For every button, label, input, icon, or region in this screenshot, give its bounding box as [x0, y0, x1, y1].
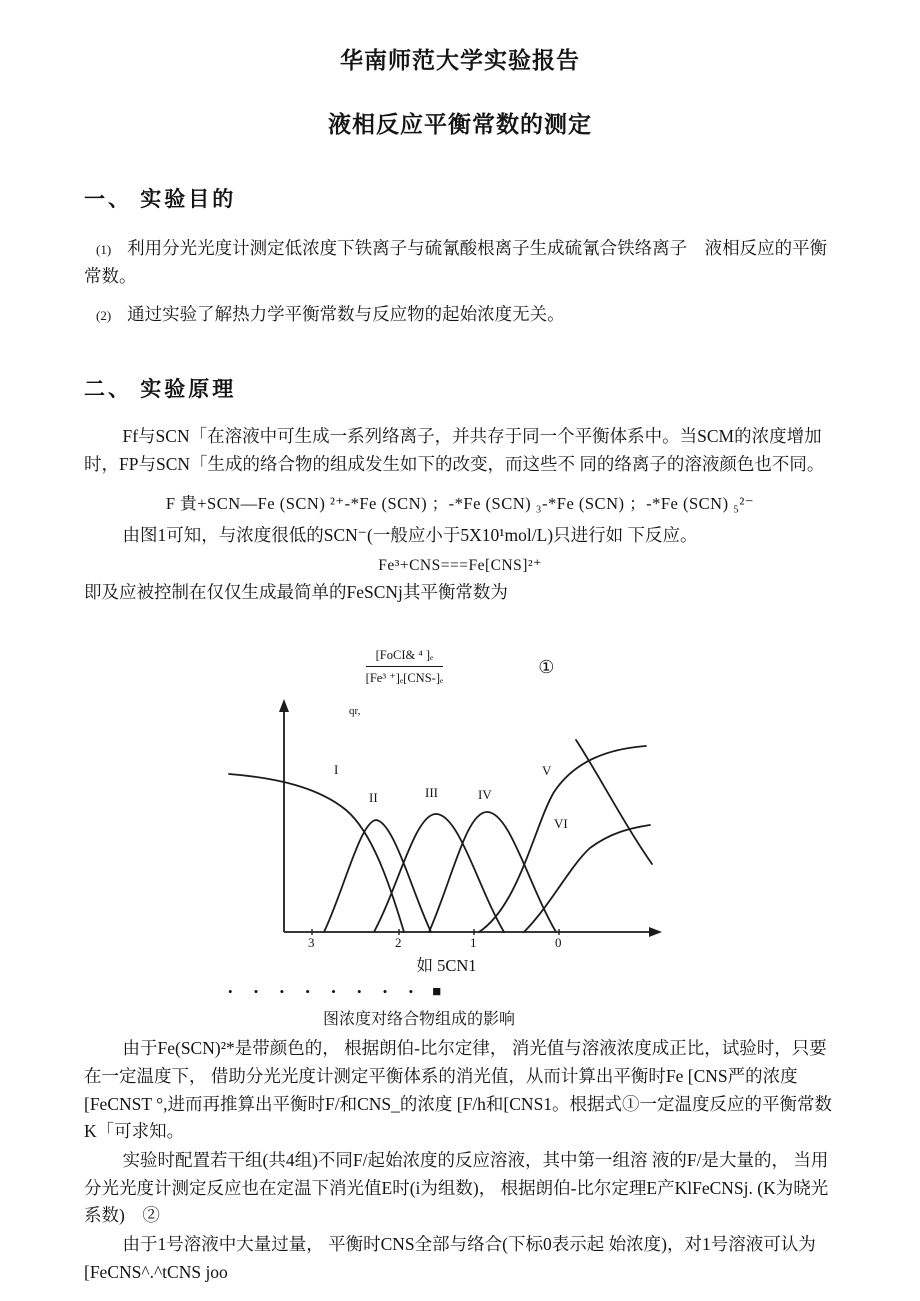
figure-caption: 图浓度对络合物组成的影响	[322, 1011, 515, 1029]
curve-right-descending-path	[576, 740, 652, 864]
equilibrium-constant-equation	[84, 648, 836, 686]
purpose-item-2-number: (2)	[96, 308, 112, 324]
stray-mark-label: qr,	[349, 705, 361, 718]
principle-paragraph-3: 即及应被控制在仅仅生成最简单的FeSCNj其平衡常数为	[84, 581, 508, 602]
fraction-denominator: [Fe³ ⁺]ₑ[CNS-]ₑ	[365, 671, 444, 686]
curve-III-label: III	[425, 785, 438, 801]
y-axis-arrow-icon	[279, 699, 289, 712]
curve-III-path	[374, 814, 504, 932]
equation-number-badge: ①	[538, 656, 555, 677]
distribution-curves-figure	[224, 692, 669, 950]
purpose-item-1-text: 利用分光光度计测定低浓度下铁离子与硫氰酸根离子生成硫氰合铁络离子 液相反应的平衡常数。	[84, 238, 828, 286]
x-tick-label-1: 1	[470, 935, 477, 951]
curve-V-label: V	[542, 763, 552, 779]
equilibrium-fraction	[366, 648, 444, 686]
purpose-item-2	[84, 301, 836, 329]
reaction-series-formula: F 貴+SCN—Fe (SCN) ²⁺-*Fe (SCN) ；-*Fe (SCN) ₃-*Fe (SCN) ；-*Fe (SCN) ₅²⁻	[165, 494, 755, 514]
x-tick-label-3: 3	[308, 935, 315, 951]
x-tick-label-0: 0	[555, 935, 562, 951]
curves-chart-svg	[224, 692, 669, 950]
section-purpose-heading: 一、 实验目的	[84, 187, 237, 211]
principle-paragraph-2: 由图1可知，与浓度很低的SCN⁻(一般应小于5X10¹mol/L)只进行如 下反应。	[122, 525, 698, 546]
body-paragraph-4: 由于Fe(SCN)²*是带颜色的， 根据朗伯-比尔定律， 消光值与溶液浓度成正比，试验时，只要在一定温度下， 借助分光光度计测定平衡体系的消光值，从而计算出平衡时Fe [CNS严的浓度[FeCNST °,进而再推算出平衡时F/和CNS_的浓度 [F/h和[CNS1。根据式①一定温度反应的平衡常数K「可求知。	[84, 1038, 833, 1142]
x-tick-label-2: 2	[395, 935, 402, 951]
purpose-item-2-text: 通过实验了解热力学平衡常数与反应物的起始浓度无关。	[127, 304, 565, 325]
purpose-item-1	[84, 235, 836, 290]
report-title: 华南师范大学实验报告	[340, 48, 580, 73]
curve-VI-path	[524, 825, 650, 932]
fraction-numerator: [FoCI& ⁴ ]ₑ	[366, 648, 444, 667]
dots-marks: • • • • • • • •	[228, 984, 423, 1000]
report-subtitle: 液相反应平衡常数的测定	[328, 112, 592, 137]
black-square-icon: ■	[432, 983, 442, 1000]
curve-I-label: I	[334, 762, 339, 778]
main-reaction-formula: Fe³+CNS===Fe[CNS]²⁺	[378, 556, 542, 574]
purpose-item-1-number: (1)	[96, 242, 112, 257]
figure-axis-caption: 如 5CN1	[416, 956, 477, 976]
curve-I-path	[229, 774, 404, 932]
curve-II-label: II	[369, 790, 378, 806]
curve-IV-label: IV	[478, 787, 492, 803]
curve-V-path	[479, 746, 646, 932]
x-axis-arrow-icon	[649, 927, 662, 937]
body-paragraph-5: 实验时配置若干组(共4组)不同F/起始浓度的反应溶液，其中第一组溶 液的F/是大量的， 当用分光光度计测定反应也在定温下消光值E时(i为组数)， 根据朗伯-比尔定理E产KlFeCNSj. (K为晓光系数) ②	[84, 1150, 829, 1226]
principle-paragraph-1: Ff与SCN「在溶液中可生成一系列络离子，并共存于同一个平衡体系中。当SCM的浓度增加时，FP与SCN「生成的络合物的组成发生如下的改变，而这些不 同的络离子的溶液颜色也不同。	[84, 425, 825, 474]
dots-row	[228, 984, 836, 1000]
body-paragraph-6: 由于1号溶液中大量过量， 平衡时CNS全部与络合(下标0表示起 始浓度)，对1号溶液可认为[FeCNS^.^tCNS joo	[84, 1233, 816, 1282]
section-principle-heading: 二、 实验原理	[84, 376, 237, 401]
curve-VI-label: VI	[554, 816, 568, 832]
